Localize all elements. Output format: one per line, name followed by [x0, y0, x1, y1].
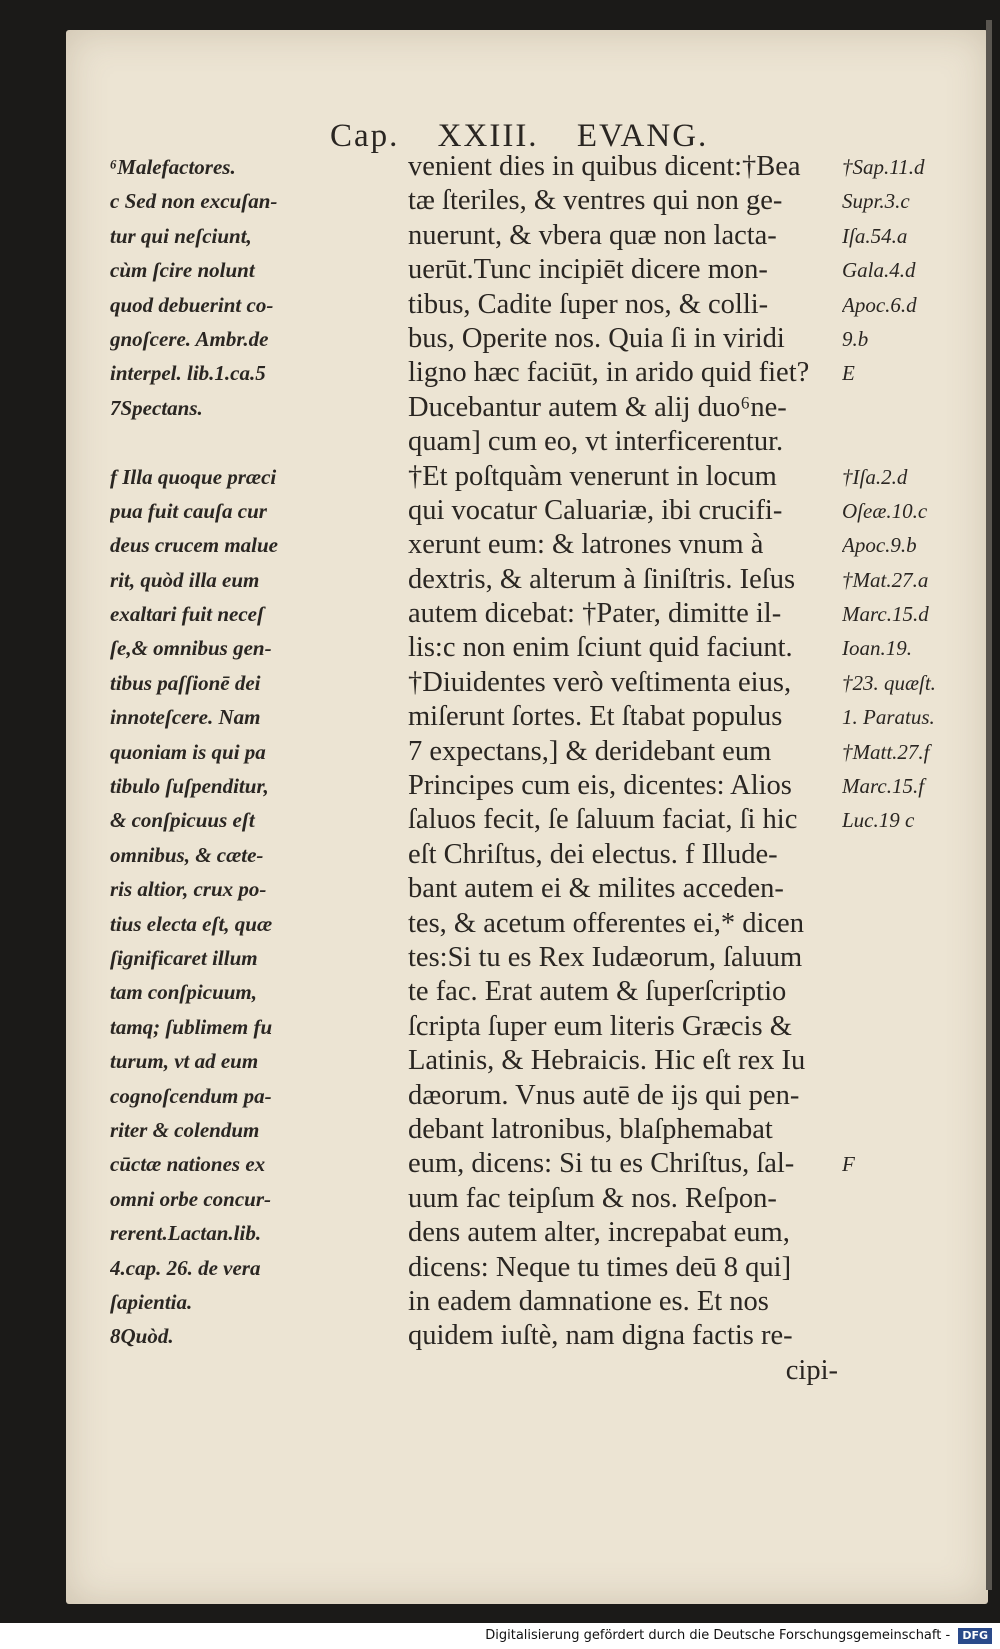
margin-note-line: tibulo ſuſpenditur,: [110, 774, 269, 799]
margin-note-line: omnibus, & cæte-: [110, 842, 264, 867]
header-cap: Cap.: [330, 118, 400, 154]
text-line: bant autem ei & milites acceden-: [408, 873, 784, 905]
reference-line: 1. Paratus.: [842, 705, 935, 730]
text-line: Ducebantur autem & alij duo⁶ne-: [408, 391, 787, 423]
margin-note-line: quod debuerint co-: [110, 292, 274, 317]
margin-note-line: cūctæ nationes ex: [110, 1152, 266, 1177]
footer-text: Digitalisierung gefördert durch die Deutsche Forschungsgemeinschaft -: [485, 1628, 951, 1643]
reference-line: [842, 1079, 972, 1113]
dfg-logo: DFG: [958, 1628, 992, 1644]
margin-note-line: cùm ſcire nolunt: [110, 258, 255, 283]
margin-note-line: 7Spectans.: [110, 395, 203, 420]
text-line: venient dies in quibus dicent:†Bea: [408, 151, 801, 182]
reference-line: †23. quæſt.: [842, 670, 936, 695]
margin-note-line: rit, quòd illa eum: [110, 567, 260, 592]
margin-note-line: cognoſcendum pa-: [110, 1083, 272, 1108]
reference-line: E: [842, 361, 855, 386]
reference-line: Oſeæ.10.c: [842, 498, 928, 523]
reference-line: Marc.15.d: [842, 602, 929, 627]
text-line: tæ ſteriles, & ventres qui non ge-: [408, 185, 783, 217]
text-line: nuerunt, & vbera quæ non lacta-: [408, 219, 777, 251]
text-line: †Diuidentes verò veſtimenta eius,: [408, 666, 792, 698]
text-line: uum fac teipſum & nos. Reſpon-: [408, 1182, 777, 1214]
margin-note-line: 4.cap. 26. de vera: [110, 1255, 261, 1280]
left-margin-notes: [110, 150, 406, 1354]
text-line: debant latronibus, blaſphemabat: [408, 1113, 773, 1145]
reference-line: Marc.15.f: [842, 774, 925, 799]
text-line: dextris, & alterum à ſiniſtris. Ieſus: [408, 563, 796, 595]
reference-line: F: [842, 1152, 855, 1177]
margin-note-line: riter & colendum: [110, 1117, 260, 1142]
margin-note-line: rerent.Lactan.lib.: [110, 1221, 262, 1246]
text-line: te fac. Erat autem & ſuperſcriptio: [408, 976, 787, 1008]
margin-note-line: c Sed non excuſan-: [110, 189, 278, 214]
reference-line: Apoc.6.d: [842, 292, 917, 317]
text-line: quidem iuſtè, nam digna factis re-: [408, 1320, 793, 1352]
reference-line: †Iſa.2.d: [842, 464, 908, 489]
reference-line: [842, 941, 972, 975]
text-line: ſaluos fecit, ſe ſaluum faciat, ſi hic: [408, 804, 798, 836]
reference-line: Apoc.9.b: [842, 533, 917, 558]
margin-note-line: deus crucem malue: [110, 533, 278, 558]
margin-note-line: 8Quòd.: [110, 1324, 174, 1349]
reference-line: †Sap.11.d: [842, 155, 925, 179]
header-title: EVANG.: [576, 118, 709, 154]
text-line: lis:c non enim ſciunt quid faciunt.: [408, 632, 793, 664]
reference-line: †Mat.27.a: [842, 567, 929, 592]
text-line: tes, & acetum offerentes ei,* dicen: [408, 907, 804, 939]
text-line: uerūt.Tunc incipiēt dicere mon-: [408, 254, 768, 286]
main-text: [408, 150, 848, 1388]
reference-line: [842, 1113, 972, 1147]
reference-line: Gala.4.d: [842, 258, 916, 283]
text-line: ſcripta ſuper eum literis Græcis &: [408, 1010, 792, 1042]
text-line: in eadem damnatione es. Et nos: [408, 1285, 769, 1317]
margin-note-line: exaltari fuit neceſ: [110, 602, 264, 627]
right-margin-references: [842, 150, 972, 1182]
text-line: eſt Chriſtus, dei electus. f Illude-: [408, 838, 778, 870]
reference-line: [842, 391, 972, 425]
margin-note-line: f Illa quoque præci: [110, 464, 277, 489]
reference-line: Ioan.19.: [842, 636, 912, 661]
text-line: cipi-: [785, 1354, 838, 1386]
margin-note-line: gnoſcere. Ambr.de: [110, 326, 269, 351]
reference-line: Iſa.54.a: [842, 223, 908, 248]
margin-note-line: interpel. lib.1.ca.5: [110, 361, 266, 386]
text-line: tes:Si tu es Rex Iudæorum, ſaluum: [408, 941, 803, 973]
header-chapter-number: XXIII.: [437, 118, 539, 154]
margin-note-line: [110, 425, 406, 459]
reference-line: [842, 1044, 972, 1078]
margin-note-line: ſe,& omnibus gen-: [110, 636, 272, 661]
reference-line: [842, 1010, 972, 1044]
margin-note-line: tius electa eſt, quæ: [110, 911, 273, 936]
reference-line: [842, 907, 972, 941]
reference-line: Luc.19 c: [842, 808, 915, 833]
text-line: quam] cum eo, vt interficerentur.: [408, 426, 784, 458]
book-edge: [986, 20, 992, 1590]
margin-note-line: ſapientia.: [110, 1289, 193, 1314]
text-line: xerunt eum: & latrones vnum à: [408, 529, 764, 561]
text-line: bus, Operite nos. Quia ſi in viridi: [408, 322, 785, 354]
margin-note-line: ſignificaret illum: [110, 945, 258, 970]
text-line: Latinis, & Hebraicis. Hic eſt rex Iu: [408, 1045, 806, 1077]
reference-line: †Matt.27.f: [842, 739, 930, 764]
reference-line: 9.b: [842, 326, 869, 351]
text-line: miſerunt ſortes. Et ſtabat populus: [408, 701, 783, 733]
margin-note-line: pua fuit cauſa cur: [110, 498, 267, 523]
margin-note-line: omni orbe concur-: [110, 1186, 272, 1211]
reference-line: [842, 975, 972, 1009]
digitization-footer: [0, 1623, 1000, 1649]
text-line: †Et poſtquàm venerunt in locum: [408, 460, 777, 492]
text-line: 7 expectans,] & deridebant eum: [408, 735, 772, 767]
margin-note-line: & conſpicuus eſt: [110, 808, 255, 833]
margin-note-line: turum, vt ad eum: [110, 1049, 259, 1074]
text-line: qui vocatur Caluariæ, ibi crucifi-: [408, 494, 783, 526]
text-line: dicens: Neque tu times deū 8 qui]: [408, 1251, 792, 1283]
margin-note-line: innoteſcere. Nam: [110, 705, 261, 730]
margin-note-line: tam conſpicuum,: [110, 980, 258, 1005]
reference-line: [842, 838, 972, 872]
reference-line: Supr.3.c: [842, 189, 910, 214]
text-line: Principes cum eis, dicentes: Alios: [408, 770, 792, 802]
reference-line: [842, 872, 972, 906]
margin-note-line: ris altior, crux po-: [110, 877, 267, 902]
margin-note-line: ⁶Malefactores.: [110, 155, 236, 179]
margin-note-line: tibus paſſionē dei: [110, 670, 261, 695]
margin-note-line: tamq; ſublimem fu: [110, 1014, 273, 1039]
text-line: tibus, Cadite ſuper nos, & colli-: [408, 288, 769, 320]
reference-line: [842, 425, 972, 459]
text-line: eum, dicens: Si tu es Chriſtus, ſal-: [408, 1148, 795, 1180]
text-line: autem dicebat: †Pater, dimitte il-: [408, 598, 782, 630]
margin-note-line: quoniam is qui pa: [110, 739, 266, 764]
text-line: dæorum. Vnus autē de ijs qui pen-: [408, 1079, 800, 1111]
text-line: ligno hæc faciūt, in arido quid fiet?: [408, 357, 810, 389]
margin-note-line: tur qui neſciunt,: [110, 223, 252, 248]
text-line: dens autem alter, increpabat eum,: [408, 1217, 790, 1249]
